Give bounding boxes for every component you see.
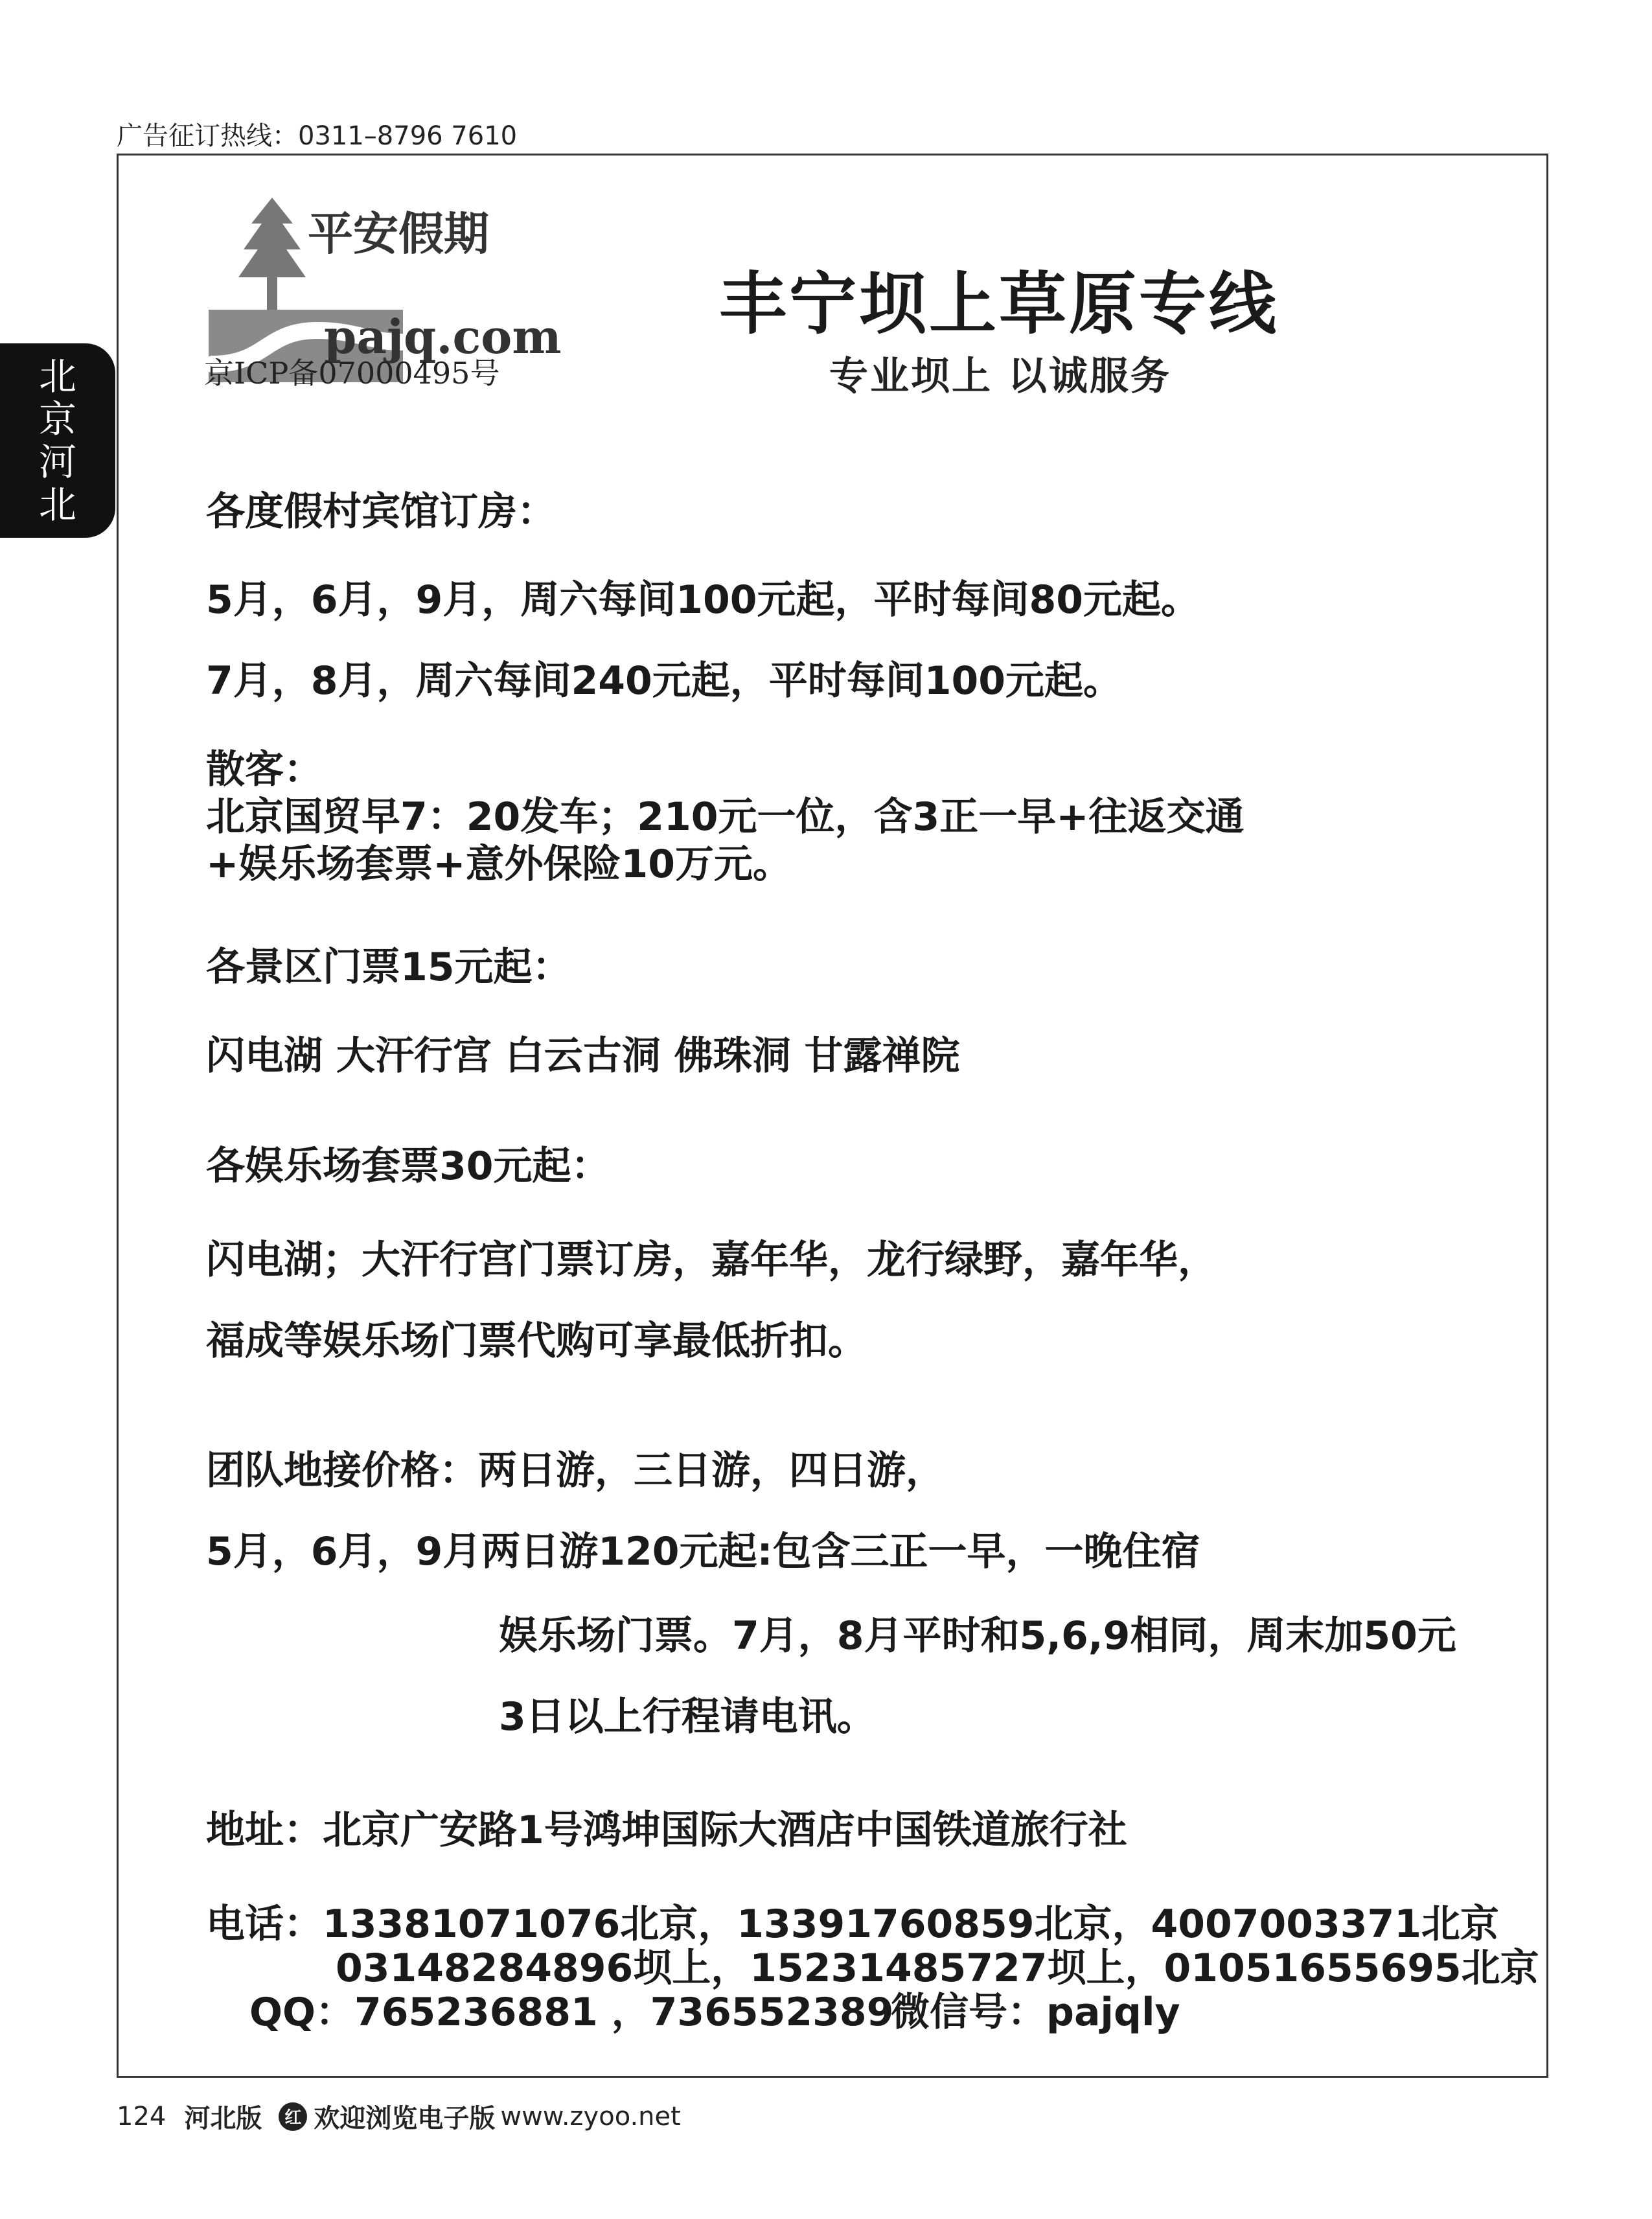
welcome-text: 欢迎浏览电子版: [314, 2104, 496, 2133]
address-line: 地址：北京广安路1号鸿坤国际大酒店中国铁道旅行社: [206, 1808, 1127, 1853]
page-number: 124: [117, 2101, 166, 2132]
ad-hotline: 广告征订热线：0311–8796 7610: [117, 121, 518, 151]
ad-frame: [117, 154, 1548, 2078]
site-url[interactable]: www.zyoo.net: [500, 2101, 681, 2132]
individual-detail-line: +娱乐场套票+意外保险10万元。: [206, 842, 792, 887]
region-tab-char: 河: [38, 440, 76, 484]
entertainment-line: 福成等娱乐场门票代购可享最低折扣。: [206, 1318, 867, 1364]
page-footer: [117, 2098, 681, 2135]
hotel-price-line: 5月，6月，9月，周六每间100元起，平时每间80元起。: [206, 577, 1200, 623]
group-detail-line: 5月，6月，9月两日游120元起:包含三正一早，一晚住宿: [206, 1529, 1200, 1574]
section-heading-hotels: 各度假村宾馆订房：: [206, 489, 556, 535]
section-heading-tickets: 各景区门票15元起：: [206, 945, 571, 990]
region-tab-char: 北: [38, 483, 76, 527]
section-heading-entertainment: 各娱乐场套票30元起：: [206, 1144, 610, 1189]
logo-name: 平安假期: [308, 207, 489, 260]
logo-domain: pajq.com: [324, 309, 562, 364]
region-tab: [0, 343, 115, 538]
ad-title: 丰宁坝上草原专线: [719, 264, 1279, 343]
region-tab-char: 北: [38, 354, 76, 398]
individual-detail-line: 北京国贸早7：20发车；210元一位，含3正一早+往返交通: [206, 794, 1245, 840]
tree-icon: [238, 198, 306, 315]
ad-subtitle: 专业坝上 以诚服务: [829, 354, 1171, 399]
icp-license: 京ICP备07000495号: [204, 356, 500, 391]
group-detail-line: 3日以上行程请电讯。: [499, 1694, 876, 1740]
edition-label: 河北版: [184, 2104, 262, 2133]
phone-line: 03148284896坝上，15231485727坝上，01051655695北京: [336, 1946, 1539, 1991]
entertainment-line: 闪电湖；大汗行宫门票订房，嘉年华，龙行绿野，嘉年华，: [206, 1237, 1217, 1283]
hotel-price-line: 7月，8月，周六每间240元起，平时每间100元起。: [206, 658, 1122, 704]
section-heading-individual: 散客：: [206, 747, 323, 792]
qq-line: QQ：765236881 ，736552389: [249, 1990, 894, 2035]
group-detail-line: 娱乐场门票。7月，8月平时和5,6,9相同，周末加50元: [499, 1613, 1456, 1659]
phone-line: 电话：13381071076北京，13391760859北京，4007003371北京: [206, 1902, 1499, 1947]
scenic-spots-line: 闪电湖 大汗行宫 白云古洞 佛珠洞 甘露禅院: [206, 1033, 960, 1079]
wechat-line: 微信号：pajqly: [891, 1990, 1180, 2035]
section-heading-groups: 团队地接价格：两日游，三日游，四日游，: [206, 1448, 945, 1493]
region-tab-char: 京: [38, 397, 76, 441]
red-seal-icon: 红: [279, 2102, 307, 2131]
